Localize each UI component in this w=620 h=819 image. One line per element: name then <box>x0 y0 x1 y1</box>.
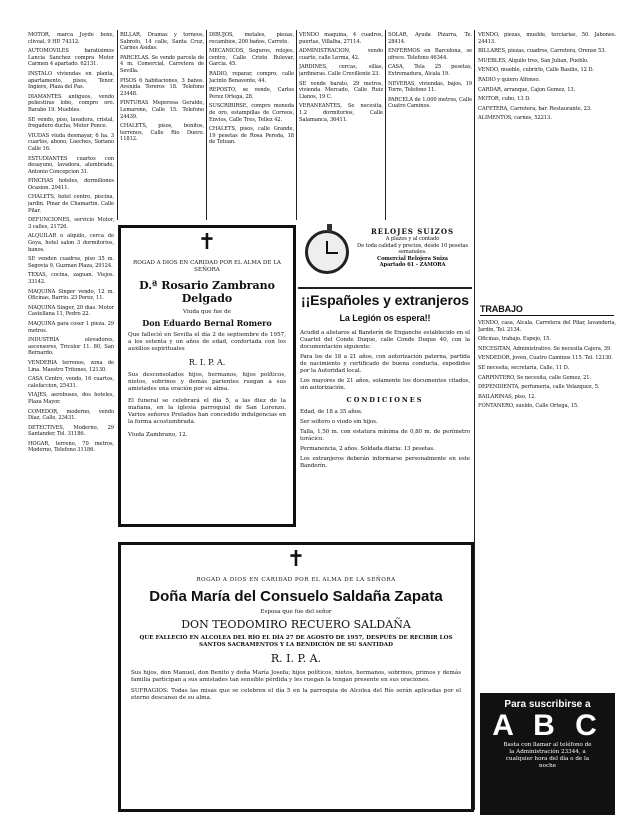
classified-ad: NEVERAS, viviendas, bajos, 19 Torre, Telefono 11. <box>388 80 472 94</box>
classified-ad: DEFUNCIONES, servicio Motor, 3 calles, 21726. <box>28 217 114 230</box>
classified-ad: SOLAR, Ayuda Pizarra, Te. 28414. <box>388 32 472 45</box>
classified-ad: TEXAS, cocina, zaguan. Viejos. 33142. <box>28 272 114 285</box>
obituary-box-saldana <box>118 542 474 812</box>
classified-ad: DETECTIVES, Moderno, 29 Santander, Tel. 31186. <box>28 424 114 438</box>
obituary-box-zambrano <box>118 225 296 527</box>
classified-ad: MAQUINA para coser 1 pieza. 29 metros. <box>28 320 114 334</box>
classified-ad: VENDO, piezas, mueble, terciarias, 50. Jabones. 24413. <box>478 32 616 45</box>
column-rule <box>206 30 207 220</box>
obituary-widow-of: Viuda que fue de <box>183 309 231 315</box>
obituary-prayer: ROGAD A DIOS EN CARIDAD POR EL ALMA DE LA SEÑORA <box>196 577 396 583</box>
obituary-family: Sus desconsolados hijos, hermanos, hijos políticos, nietos, sobrinos y demás parientes ruegan a sus amistades una oración por su alma. <box>128 372 286 392</box>
classified-ad: INDUSTRIA elevadores, ascensores, Tricolor 11. 80, San Bernardo. <box>28 337 114 357</box>
legion-condition: Los extranjeros deberán informarse personalmente en este Banderín. <box>300 456 470 469</box>
watches-ad-line: Comercial Relojera Suiza <box>377 255 448 262</box>
classifieds-column-2 <box>120 32 204 218</box>
classified-ad: SE venden cuadros, piso 35 m. Segovia 9, Guzman Plaza, 29124. <box>28 256 114 269</box>
classified-ad: ALQUILAR o alquilo, cerca de Goya, hotel salon 3 dormitorios, banos. <box>28 233 114 253</box>
legion-conditions-title: CONDICIONES <box>346 396 424 404</box>
classified-ad: ENFERMOS en Barcelona, se ofrece. Telefono 46344. <box>388 48 472 61</box>
classified-ad: BILLAR, Dramas y torneos, Sabrofo, 14 calle, Santa Cruz, Carnes Asidas. <box>120 32 204 52</box>
classified-ad: DEPENDIENTA, perfumeria, calle Velazquez, 5. <box>478 384 600 391</box>
classified-ad: MOTOR, marca Joyde boxe, clivoal, 9 HP. 74312. <box>28 32 114 45</box>
obituary-death-notice: Que falleció en Sevilla el día 2 de septiembre de 1957, a los setenta y un años de edad, confortada con los auxilios espirituales <box>128 332 286 352</box>
obituary-name: D.ª Rosario Zambrano Delgado <box>139 279 275 305</box>
abc-logo: A B C <box>492 709 603 742</box>
obituary-prayer: ROGAD A DIOS EN CARIDAD POR EL ALMA DE LA SEÑORA <box>133 260 281 273</box>
watches-ad <box>355 227 470 282</box>
classified-ad: RADIO y quiero Alfonso. <box>478 76 540 83</box>
legion-body: Acudid a alistaros al Banderín de Enganche establecido en el Cuartel del Conde Duque, calle Conde Duque 40, con la documentación siguiente: <box>300 330 470 350</box>
abc-subscription-ad <box>480 693 615 815</box>
obituary-widow-of: Esposa que fue del señor <box>260 609 332 615</box>
classified-ad: CARPINTERO, Se necesita, calle Gomez, 21. <box>478 374 592 381</box>
obituary-mass: SUFRAGIOS: Todas las misas que se celebren el día 5 en la parroquia de Alcolea del Río serán aplicadas por el eterno descanso de su alma. <box>131 688 461 701</box>
classified-ad: SE vende barato, 29 metros, vivienda Mercado, Calle Ruiz Llanos, 19 C. <box>299 80 383 100</box>
column-rule <box>385 30 386 220</box>
watches-ad-title: RELOJES SUIZOS <box>370 227 454 236</box>
classified-ad: VENDO, mueble, cubrirlo, Calle Basilio, 12 D. <box>478 67 594 74</box>
watches-ad-line: A plazos y al contado <box>385 236 440 242</box>
classified-ad: DIAMANTES antiguos, vendo peliestiras lobo, compro oro. Barabo 19. Muebles. <box>28 93 114 113</box>
classified-ad: PINCHAS hoteles, dormiliones Ocasion. 29411. <box>28 178 114 191</box>
classified-ad: DIBUJOS, metales, piezas, recambios, 200 baños, Carrete. <box>209 32 294 45</box>
obituary-ripa: R. I. P. A. <box>270 652 322 665</box>
classified-ad: VENDEDOR, joven, Cuatro Caminos 115. Tel. 12130. <box>478 355 613 362</box>
classified-ad: MUEBLES, Alquilo tres, San Julian, Pueblo. <box>478 57 589 64</box>
classified-ad: CASA Centro, vendo, 16 cuartos, calefaccion, 25431. <box>28 376 114 389</box>
classified-ad: CHALETS, pisos, bonitos, terrenos, Calle Rio Duero. 11812. <box>120 123 204 143</box>
obituary-ripa: R. I. P. A. <box>188 358 226 367</box>
classifieds-column-1 <box>28 32 114 812</box>
classified-ad: SE necesita, secretaria, Calle, 11 D. <box>478 364 569 371</box>
classified-ad: ADMINISTRACION, vendo cuarto, calle Lerma, 42. <box>299 48 383 61</box>
obituary-footer: Viuda Zambrano, 12. <box>128 432 188 438</box>
classified-ad: VENDO maquina, 4 cuadros, puertas, Villalba, 27114. <box>299 32 383 45</box>
legion-body: Los mayores de 21 años, solamente los documentos citados, sin autorización. <box>300 378 470 391</box>
obituary-husband: Don Eduardo Bernal Romero <box>142 318 272 328</box>
column-rule <box>296 30 297 220</box>
classified-ad: JARDINES, cercas, sillas, jardineras. Calle Crevillente 23. <box>299 64 383 77</box>
classified-ad: MAQUINA Singer, 20 dias. Motor Castellana 11, Pedro 22. <box>28 304 114 318</box>
classifieds-column-4 <box>299 32 383 218</box>
classified-ad: Oficinas, trabajo. Espejo, 15. <box>478 336 551 343</box>
classified-ad: VENDERIA terrenos, zona de Lina. Maestro Tritones, 12130. <box>28 359 114 373</box>
legion-headline: ¡¡Españoles y extranjeros <box>301 292 469 308</box>
classified-ad: CASA, Tela 25 pesetas, Extremadura, Alcala 19. <box>388 64 472 77</box>
legion-ad-border <box>298 287 472 289</box>
classified-ad: MAQUINA Singer vendo, 12 m. Oficinas, Barrio. 23 Perez, 11. <box>28 288 114 302</box>
classified-ad: MOTOR, cubo, 13 D. <box>478 96 531 103</box>
classified-ad: SUSCRIBIRSE, compro moneda de oro, estampillas de Correos, Envios, Calle Tres, Tellez 42. <box>209 103 294 123</box>
obituary-husband: DON TEODOMIRO RECUERO SALDAÑA <box>181 618 411 631</box>
obituary-mass: El funeral se celebrará el día 5, a las diez de la mañana, en la iglesia parroquial de San Lorenzo. Varios señores Prelados han concedido indulgencias en la forma acostumbrada. <box>128 398 286 425</box>
classified-ad: RADIO, reparar, compro, calle Jacinto Benavente, 44. <box>209 70 294 84</box>
classified-ad: INSTALO viviendas en planta, apartamento, pisos, Tenor. Ingiere, Plaza del Pas. <box>28 70 114 91</box>
classified-ad: SE vendo, piso, lavadora, cristal, fregadero ducha, Motor Ponce. <box>28 116 114 130</box>
classified-ad: VERANEANTES, Se necesita, 1.2 dormitorios, Calle Salamanca, 36411. <box>299 103 383 123</box>
classified-ad: CAFETERA, Carretera, bar. Restaurante, 23. <box>478 105 592 112</box>
classified-ad: PINTURAS Meperosa Geraldo, Lemarone, Calle 15. Telefono 24439. <box>120 100 204 120</box>
classified-ad: VENDO, casa, Alcala, Carretera del Pilar, lavanderia, Jardin, Tel. 2134. <box>478 320 616 333</box>
cross-icon: ✝ <box>197 230 217 255</box>
abc-ad-text: Basta con llamar al teléfono de la Administración 23344, a cualquier hora del día o de la noche <box>503 742 592 769</box>
classified-ad: VIUDAS viuda desmayar, 6 ha. 3 cuartos, abono, Loeches, Soriano Calle 16. <box>28 132 114 152</box>
obituary-death-notice: QUE FALLECIÓ EN ALCOLEA DEL RÍO EL DÍA 27 DE AGOSTO DE 1957, DESPUÉS DE RECIBIR LOS SANTOS SACRAMENTOS Y LA BENDICIÓN DE SU SANTIDAD <box>139 635 453 648</box>
section-header-trabajo: TRABAJO <box>480 303 614 316</box>
classified-ad: CHALETS, pisos, calle Grande, 19 pesetas de Rosa Pereda, 18 de Tetuan. <box>209 126 294 146</box>
watch-icon <box>305 230 349 274</box>
classified-ad: BAILARINAS, piso, 12. <box>478 393 536 400</box>
legion-condition: Talla, 1,50 m. con estatura mínima de 0,80 m. de perímetro torácico. <box>300 429 470 442</box>
watches-ad-line: De toda calidad y precios, desde 10 pesetas semanales. <box>357 242 468 256</box>
classifieds-column-5 <box>388 32 472 218</box>
cross-icon: ✝ <box>286 547 306 572</box>
classified-ad: NECESITAN, Administrativo. Se necesita Cajera, 39. <box>478 345 612 352</box>
column-rule <box>117 30 118 220</box>
classified-ad: COMEDOR, moderno, vendo Diaz, Calle, 23431. <box>28 408 114 422</box>
classified-ad: PARCELA de 1.000 metros, Calle Cuatro Caminos. <box>388 96 472 110</box>
classified-ad: BILLARES, piezas, cuadros, Carretera, Orense 53. <box>478 48 607 55</box>
classified-ad: MECANICOS, Seguros, relojes, centro, Calle Cristo Bulevar, Garcia. 45. <box>209 48 294 68</box>
classified-ad: CHALETS, hotel centro, piscina, jardin. Pinar de Chamartin. Calle Pilar. <box>28 194 114 214</box>
legion-condition: Permanencia, 2 años. Soldada diaria: 13 pesetas. <box>300 446 435 452</box>
legion-condition: Ser soltero o viudo sin hijos. <box>300 419 378 425</box>
classified-ad: VIAJES, aerobuses, dos hoteles, Plaza Mayor. <box>28 392 114 405</box>
classified-ad: ALIMENTOS, carnes, 52213. <box>478 115 552 122</box>
classified-ad: PISOS 6 habitaciones, 3 banos. Avenida Toreros 18. Telefono 23448. <box>120 77 204 97</box>
classified-ad: REPOSTO, se vende, Carlos Perez Ortega, 28. <box>209 87 294 100</box>
abc-ad-title: Para suscribirse a <box>504 699 591 710</box>
classified-ad: FONTANERO, sueldo, Calle Ortega, 15. <box>478 403 579 410</box>
legion-subhead: La Legión os espera!! <box>339 313 431 323</box>
classified-ad: ESTUDIANTES cuartos con desayuno, lavadora, alumbrado, Antonio Concepcion 31. <box>28 155 114 175</box>
obituary-family: Sus hijos, don Manuel, don Benito y doña María Josefa; hijos políticos, nietos, hermanos, sobrinos, primos y demás familia participan a sus amistades tan sensible pérdida y les ruegan la tengan presente en sus oraciones. <box>131 670 461 683</box>
classified-ad: AUTOMOVILES baratisimos Lancia Sanchez compra Motor Carmen 4 apartado. 62131. <box>28 48 114 68</box>
classified-ad: PARCELAS. Se vende parcela de 4 m. Comercial, Carretera de Sevilla. <box>120 54 204 74</box>
classifieds-column-6-jobs <box>478 320 616 688</box>
classified-ad: HOGAR, terreno, 70 metros, Moderno, Telefono 31186. <box>28 440 114 454</box>
legion-ad <box>300 292 470 530</box>
obituary-name: Doña María del Consuelo Saldaña Zapata <box>149 588 443 605</box>
legion-condition: Edad, de 18 a 35 años. <box>300 409 363 415</box>
legion-body: Para los de 18 a 21 años, con autorización paterna, partida de nacimiento y certificado de buena conducta, expedidos por la Autoridad local. <box>300 354 470 374</box>
classified-ad: CARDAR, arranque, Cajon Gomez, 13. <box>478 86 576 93</box>
classifieds-column-3 <box>209 32 294 218</box>
watches-ad-line: Apartado 61 - ZAMORA <box>379 262 446 269</box>
classifieds-column-6 <box>478 32 616 297</box>
column-rule <box>474 30 475 810</box>
